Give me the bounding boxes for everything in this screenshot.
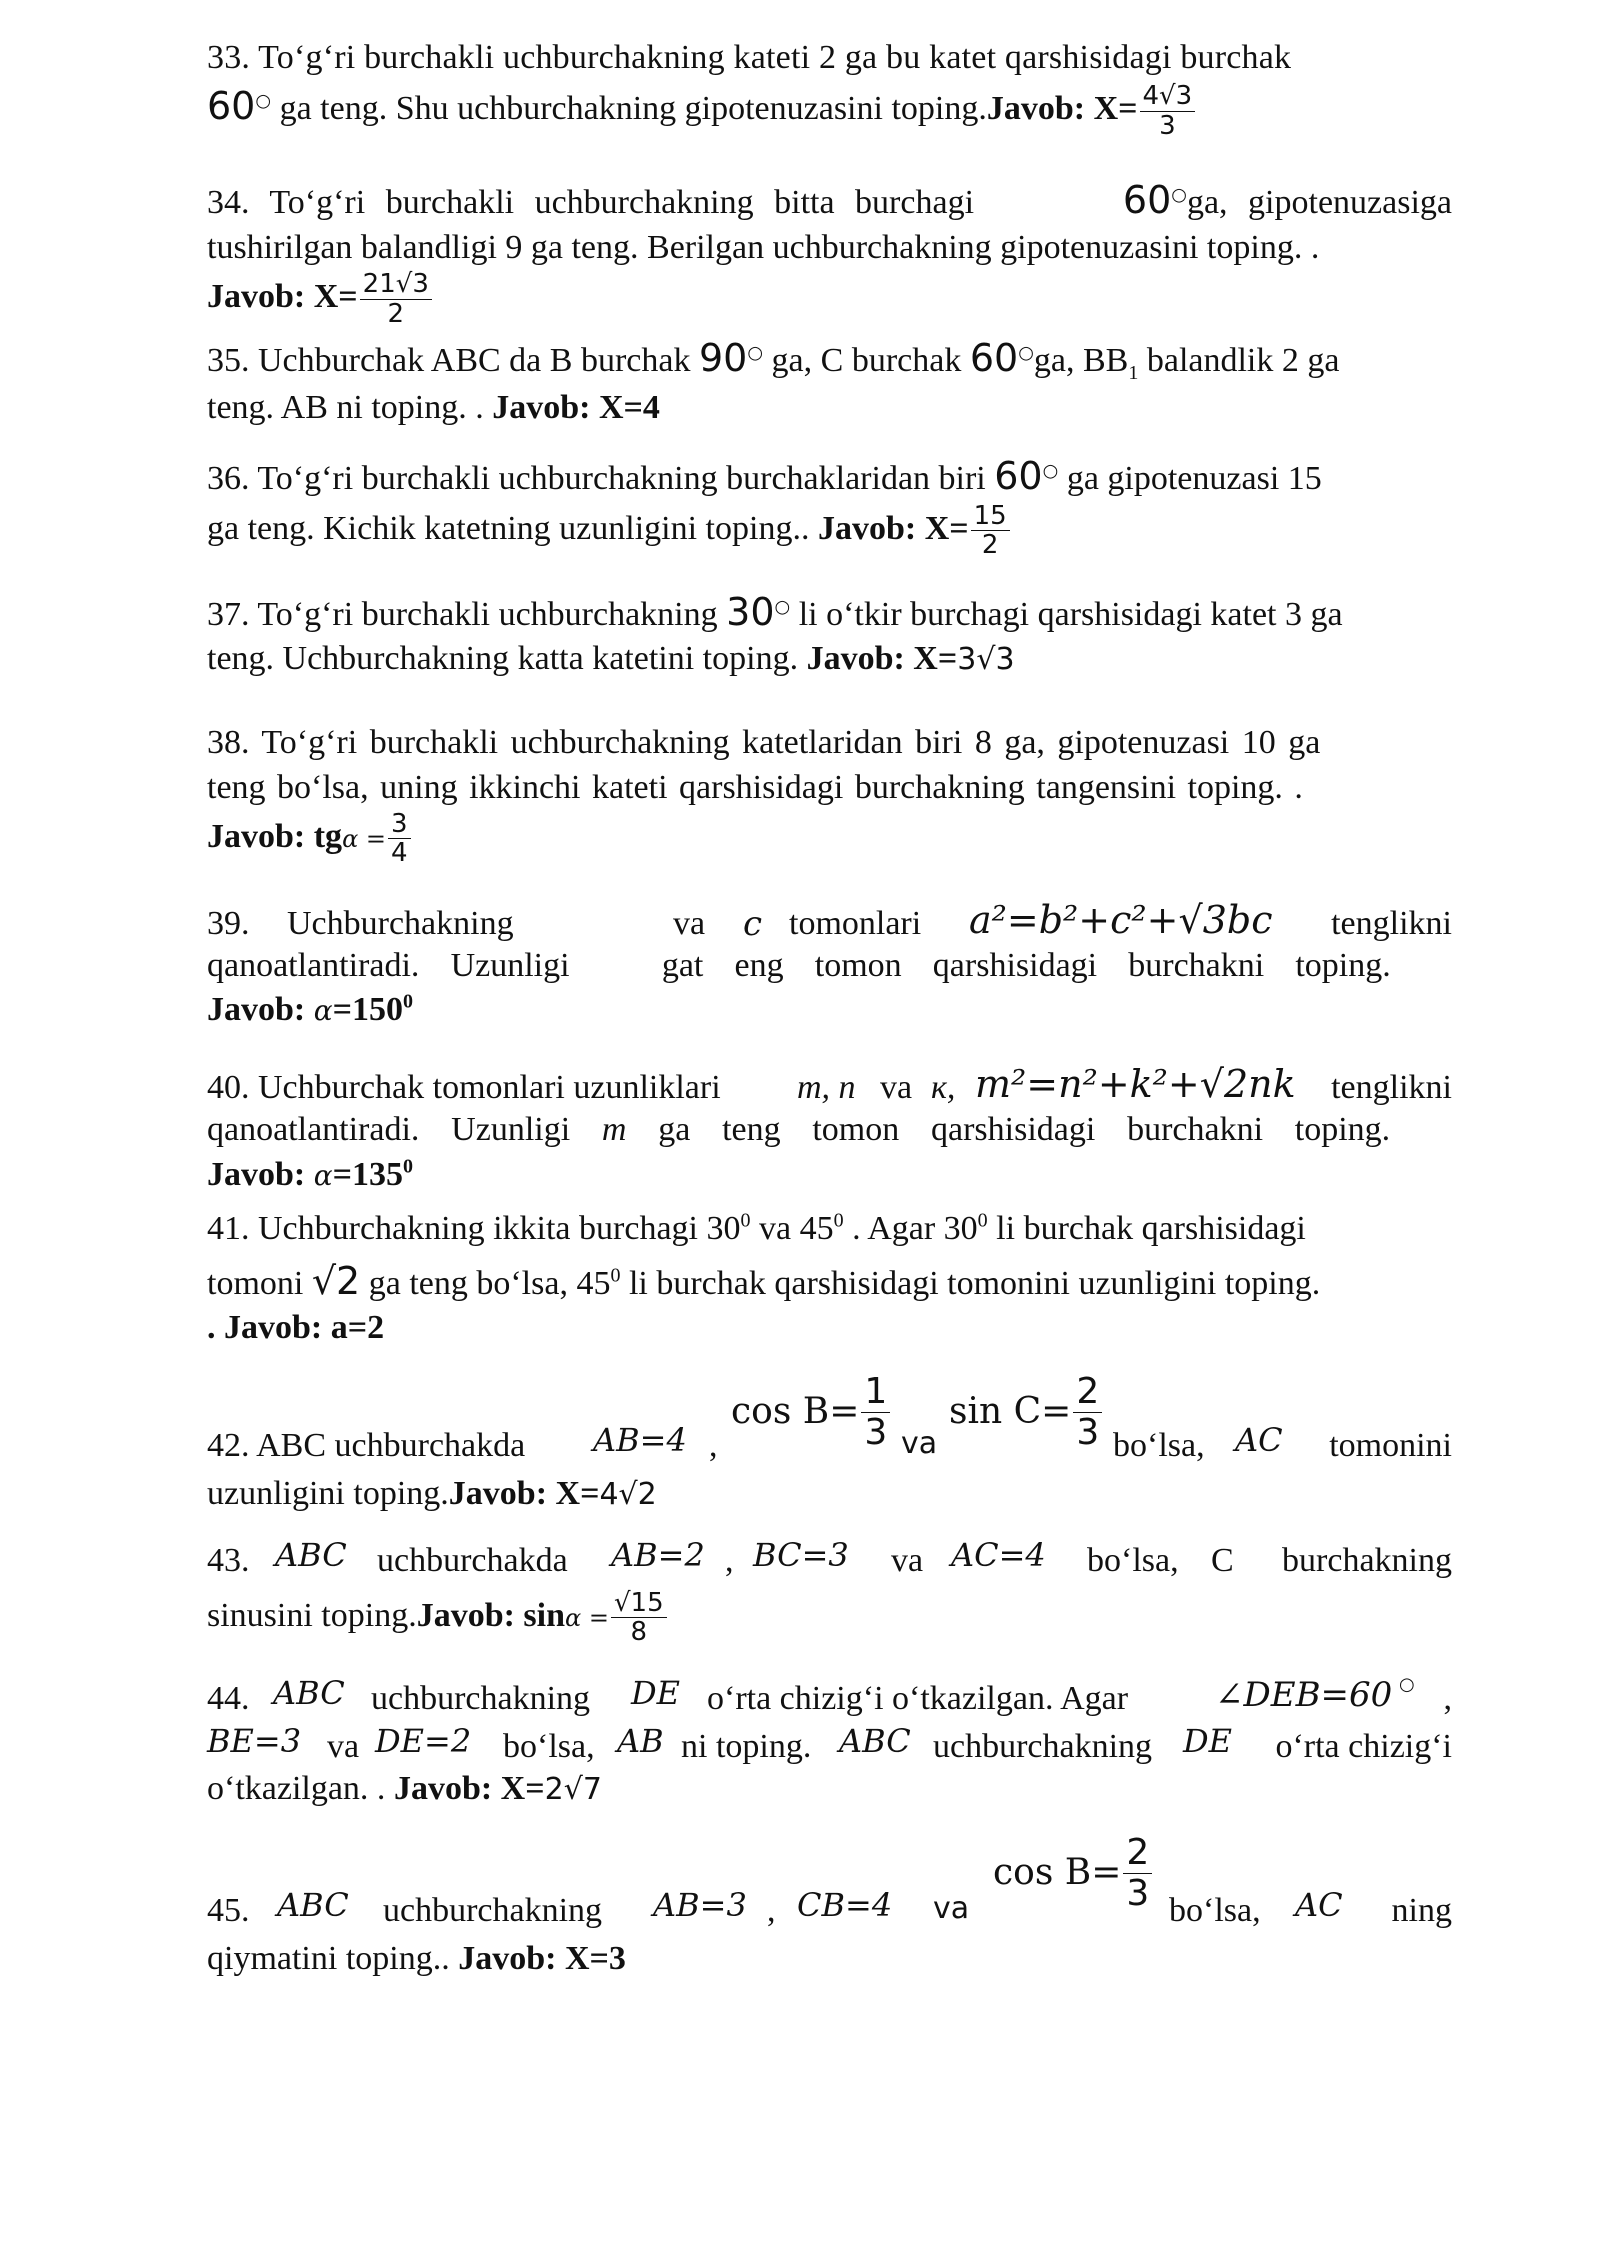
problem-text-line1 (207, 334, 1452, 386)
side-bc: BC=3 (753, 1535, 849, 1574)
variables: m, n (797, 1069, 856, 1107)
problem-text: 40. Uchburchak tomonlari uzunliklari (207, 1069, 721, 1107)
problem-text: ni toping. (681, 1727, 812, 1765)
alpha-symbol: α = (565, 1603, 609, 1632)
problem-text: ga, gipotenuzasiga (1186, 184, 1452, 222)
answer-line (207, 270, 1452, 328)
answer-label: Javob: X= (806, 640, 958, 678)
angle-value: 60 (207, 84, 256, 129)
problem-text: ga, BB (1033, 342, 1129, 380)
problem-text: burchakning (1282, 1541, 1452, 1579)
problem-text: tomonini (1329, 1427, 1452, 1465)
problem-text-line1 (207, 1372, 1452, 1472)
problem-text: ga (658, 1111, 691, 1149)
problem-text: ga teng. Shu uchburchakning gipotenuzasini toping. (279, 90, 987, 128)
side-ab: AB=2 (611, 1535, 705, 1574)
answer-line (207, 1153, 1452, 1197)
problem-text-line2 (207, 1472, 1452, 1516)
fraction-numerator: √15 (611, 1589, 667, 1619)
fraction-denominator: 3 (1076, 1412, 1100, 1454)
problem-text: toping. (1295, 946, 1391, 984)
variable-m: m (601, 1111, 627, 1149)
problem-text: teng. AB ni toping. . (207, 389, 484, 427)
problem-text: 34. To‘g‘ri burchakli uchburchakning bitta burchagi (207, 184, 975, 222)
problem-37 (207, 588, 1452, 682)
degree-superscript: 0 (403, 1155, 414, 1178)
degree-icon: ○ (1171, 185, 1187, 207)
problem-text: qanoatlantiradi. (207, 1111, 420, 1149)
problem-text-line1 (207, 452, 1452, 501)
problem-text-line2 (207, 1721, 1452, 1767)
answer-label: Javob: (207, 1155, 306, 1193)
answer: Javob: X=4 (492, 389, 660, 427)
problem-text: tenglikni (1331, 904, 1452, 942)
fraction-numerator: 2 (1073, 1372, 1102, 1413)
problem-number: 45. (207, 1892, 250, 1930)
sqrt-expression: √2 (311, 1258, 361, 1303)
variable-k: к, (931, 1069, 956, 1107)
problem-text: bo‘lsa, (1113, 1427, 1205, 1465)
degree-superscript: 0 (610, 1264, 621, 1287)
problem-text: 42. ABC uchburchakda (207, 1427, 526, 1465)
answer-line (207, 988, 1452, 1032)
alpha-symbol: α = (342, 824, 387, 853)
problem-text: teng (722, 1111, 781, 1149)
problem-text-line2 (207, 944, 1452, 988)
problem-number: 44. (207, 1679, 250, 1717)
fraction-numerator: 3 (388, 810, 411, 840)
cos-label: cos B= (993, 1851, 1122, 1893)
problem-number: 43. (207, 1541, 250, 1579)
degree-superscript: 0 (403, 990, 414, 1013)
fraction-denominator: 3 (864, 1412, 888, 1454)
answer-math: 4√2 (599, 1477, 657, 1513)
sin-expression (949, 1372, 1104, 1452)
problem-text: tomonlari (789, 904, 922, 942)
problem-text: qarshisidagi (931, 1111, 1096, 1149)
sin-label: sin C= (949, 1391, 1072, 1433)
fraction-numerator: 21√3 (360, 270, 432, 300)
subscript: 1 (1128, 362, 1139, 385)
answer-fraction (971, 502, 1010, 560)
answer-label: Javob: X= (986, 90, 1138, 128)
problem-text-line1 (207, 896, 1452, 944)
cos-expression (731, 1372, 892, 1452)
problem-text: va (901, 1426, 938, 1462)
answer-label: Javob: tg (207, 817, 343, 855)
problem-text: va 45 (758, 1209, 834, 1247)
angle-value: 60 (969, 336, 1019, 381)
problem-text-line2 (207, 82, 1452, 140)
problem-text: va (673, 904, 706, 942)
problem-text: va (933, 1891, 970, 1927)
problem-text-line3 (207, 1767, 1452, 1811)
problem-text: balandlik 2 ga (1146, 342, 1340, 380)
problem-text: Uzunligi (450, 946, 570, 984)
problem-text-line2 (207, 1589, 1452, 1647)
problem-text: gat (661, 946, 704, 984)
side-ab: AB (617, 1721, 664, 1760)
problem-text: 35. Uchburchak ABC da B burchak (207, 342, 691, 380)
answer-value: =135 (332, 1155, 404, 1193)
side-ac: AC=4 (951, 1535, 1046, 1574)
problem-text: tenglikni (1331, 1069, 1452, 1107)
problem-text: uchburchakning (371, 1679, 591, 1717)
problem-text: 41. Uchburchakning ikkita burchagi 30 (207, 1209, 741, 1247)
problem-text: qanoatlantiradi. (207, 946, 420, 984)
problem-43 (207, 1535, 1452, 1647)
side-cb: CB=4 (797, 1886, 893, 1925)
problem-text: Uzunligi (451, 1111, 571, 1149)
problem-text: burchakni (1127, 1111, 1264, 1149)
problem-text-line1 (207, 1207, 1452, 1251)
cos-fraction (1123, 1833, 1152, 1913)
problem-44 (207, 1673, 1452, 1811)
problem-text: tomoni (207, 1264, 304, 1302)
problem-text: ga teng. Kichik katetning uzunligini toping.. (207, 509, 810, 547)
problem-text: C (1211, 1541, 1234, 1579)
fraction-denominator: 3 (1159, 110, 1176, 141)
problem-41 (207, 1207, 1452, 1351)
problem-text-line2 (207, 766, 1452, 810)
equation: m²=n²+k²+√2nk (975, 1062, 1296, 1107)
fraction-numerator: 1 (861, 1372, 890, 1413)
problem-text-line2 (207, 386, 1452, 430)
comma: , (709, 1427, 718, 1465)
answer-fraction (388, 810, 411, 868)
problem-42 (207, 1372, 1452, 1516)
fraction-numerator: 4√3 (1140, 82, 1196, 112)
problem-text-line1 (207, 176, 1452, 225)
degree-icon: ○ (1018, 342, 1034, 364)
problem-text: teng bo‘lsa, uning ikkinchi kateti qarshisidagi burchakning tangensini toping. . (207, 768, 1303, 806)
problem-text-line1 (207, 1673, 1452, 1721)
answer-fraction (1140, 82, 1196, 140)
fraction-denominator: 2 (981, 530, 999, 561)
answer-label: Javob: X= (207, 277, 358, 315)
degree-icon: ○ (747, 342, 764, 364)
problem-36 (207, 452, 1452, 560)
angle-value: 90 (698, 336, 748, 381)
problem-text-line2 (207, 1257, 1452, 1306)
problem-text: 37. To‘g‘ri burchakli uchburchakning (207, 595, 718, 633)
cos-expression (993, 1833, 1154, 1913)
answer: Javob: X=3 (458, 1940, 626, 1978)
answer-label: Javob: X= (393, 1769, 545, 1807)
triangle-abc: ABC (277, 1886, 349, 1925)
problem-text: li o‘tkir burchagi qarshisidagi katet 3 ga (798, 595, 1343, 633)
degree-icon: ○ (1399, 1673, 1415, 1695)
comma: , (767, 1892, 776, 1930)
answer-label: Javob: X= (448, 1475, 600, 1513)
degree-icon: ○ (1042, 460, 1059, 482)
side-ab: AB=4 (593, 1421, 687, 1460)
equation: a²=b²+c²+√3bc (969, 897, 1273, 942)
problem-text-line2 (207, 502, 1452, 560)
cos-label: cos B= (731, 1391, 860, 1433)
problem-text: ga, C burchak (771, 342, 962, 380)
problem-text-line2 (207, 637, 1452, 681)
answer-line (207, 810, 1452, 868)
problem-text: bo‘lsa, (503, 1727, 595, 1765)
problem-text: ning (1391, 1892, 1452, 1930)
problem-text: li burchak qarshisidagi tomonini uzunligini toping. (628, 1264, 1321, 1302)
problem-text: . Agar 30 (852, 1209, 978, 1247)
alpha-symbol: α (313, 994, 333, 1028)
triangle-abc: ABC (273, 1673, 345, 1712)
degree-superscript: 0 (977, 1209, 988, 1232)
problem-text: uchburchakning (383, 1892, 603, 1930)
degree-icon: ○ (255, 90, 272, 112)
segment-de: DE=2 (375, 1721, 472, 1760)
answer-label: Javob: (207, 991, 306, 1029)
comma: , (725, 1541, 734, 1579)
problem-text-line1 (207, 721, 1452, 765)
problem-text-line1 (207, 588, 1452, 637)
segment-de: DE (631, 1673, 681, 1712)
answer-value: =150 (332, 991, 404, 1029)
problem-40 (207, 1060, 1452, 1196)
problem-text: o‘tkazilgan. . (207, 1769, 386, 1807)
problem-text: 33. To‘g‘ri burchakli uchburchakning kateti 2 ga bu katet qarshisidagi burchak (207, 39, 1292, 76)
sin-fraction (1073, 1372, 1102, 1452)
side-ac: AC (1235, 1421, 1283, 1460)
degree-superscript: 0 (833, 1209, 844, 1232)
alpha-symbol: α (313, 1158, 333, 1192)
problem-text: va (891, 1541, 924, 1579)
answer-label: Javob: sin (416, 1596, 566, 1634)
problem-text-line1 (207, 1535, 1452, 1583)
degree-superscript: 0 (740, 1209, 751, 1232)
angle-value: 60 (994, 454, 1043, 499)
problem-text: qarshisidagi (932, 946, 1098, 984)
problem-text: uzunligini toping. (207, 1475, 449, 1513)
fraction-denominator: 3 (1126, 1872, 1150, 1914)
problem-text-line2 (207, 1108, 1452, 1152)
segment-be: BE=3 (207, 1721, 302, 1760)
angle-deb: ∠DEB=60 (1215, 1674, 1393, 1715)
problem-39 (207, 896, 1452, 1032)
problem-text: 38. To‘g‘ri burchakli uchburchakning katetlaridan biri 8 ga, gipotenuzasi 10 ga (207, 724, 1321, 762)
comma: , (1443, 1679, 1452, 1717)
problem-text-line1 (207, 1833, 1452, 1937)
triangle-abc: ABC (275, 1535, 347, 1574)
answer-line: . Javob: a=2 (207, 1309, 385, 1347)
side-ab: AB=3 (653, 1886, 747, 1925)
problem-text: tushirilgan balandligi 9 ga teng. Berilgan uchburchakning gipotenuzasini toping. . (207, 228, 1320, 266)
problem-text: tomon (814, 946, 902, 984)
problem-text: bo‘lsa, (1087, 1541, 1179, 1579)
fraction-denominator: 4 (391, 838, 408, 869)
problem-text: 36. To‘g‘ri burchakli uchburchakning burchaklaridan biri (207, 460, 986, 498)
answer-fraction (611, 1589, 667, 1647)
problem-45 (207, 1833, 1452, 1981)
problem-text: va (880, 1069, 913, 1107)
problem-text: sinusini toping. (207, 1596, 417, 1634)
degree-icon: ○ (774, 596, 791, 618)
variable-c: c (743, 903, 763, 944)
answer-label: Javob: X= (817, 509, 969, 547)
problem-text: qiymatini toping.. (207, 1940, 450, 1978)
problem-sheet (207, 36, 1452, 1981)
problem-text: eng (734, 946, 784, 984)
problem-text: bo‘lsa, (1169, 1892, 1261, 1930)
problem-38 (207, 721, 1452, 868)
problem-text-line1 (207, 1060, 1452, 1108)
fraction-numerator: 2 (1123, 1833, 1152, 1874)
problem-34 (207, 176, 1452, 328)
problem-text: teng. Uchburchakning katta katetini toping. (207, 640, 799, 678)
segment-de: DE (1183, 1721, 1233, 1760)
fraction-denominator: 8 (630, 1617, 648, 1648)
answer-fraction (360, 270, 432, 328)
answer-math: 3√3 (957, 642, 1015, 678)
problem-text: va (327, 1727, 360, 1765)
problem-text: ga teng bo‘lsa, 45 (368, 1264, 611, 1302)
problem-text: li burchak qarshisidagi (996, 1209, 1306, 1247)
problem-text: o‘rta chizig‘i (1275, 1727, 1452, 1765)
side-ac: AC (1295, 1886, 1343, 1925)
angle-value: 60 (1122, 178, 1172, 223)
fraction-numerator: 15 (971, 502, 1010, 532)
problem-text: Uchburchakning (287, 904, 514, 942)
triangle-abc: ABC (839, 1721, 911, 1760)
angle-value: 30 (726, 589, 775, 634)
problem-text: o‘rta chizig‘i o‘tkazilgan. Agar (707, 1679, 1129, 1717)
problem-text-line2 (207, 1937, 1452, 1981)
problem-text: uchburchakning (933, 1727, 1153, 1765)
problem-text: toping. (1294, 1111, 1391, 1149)
cos-fraction (861, 1372, 890, 1452)
problem-33 (207, 36, 1452, 140)
fraction-denominator: 2 (387, 298, 405, 329)
problem-text: ga gipotenuzasi 15 (1066, 460, 1322, 498)
problem-text: tomon (812, 1111, 900, 1149)
problem-text: uchburchakda (377, 1541, 568, 1579)
problem-text: burchakni (1128, 946, 1265, 984)
answer-math: 2√7 (544, 1771, 602, 1807)
problem-number: 39. (207, 904, 250, 942)
problem-35 (207, 334, 1452, 430)
